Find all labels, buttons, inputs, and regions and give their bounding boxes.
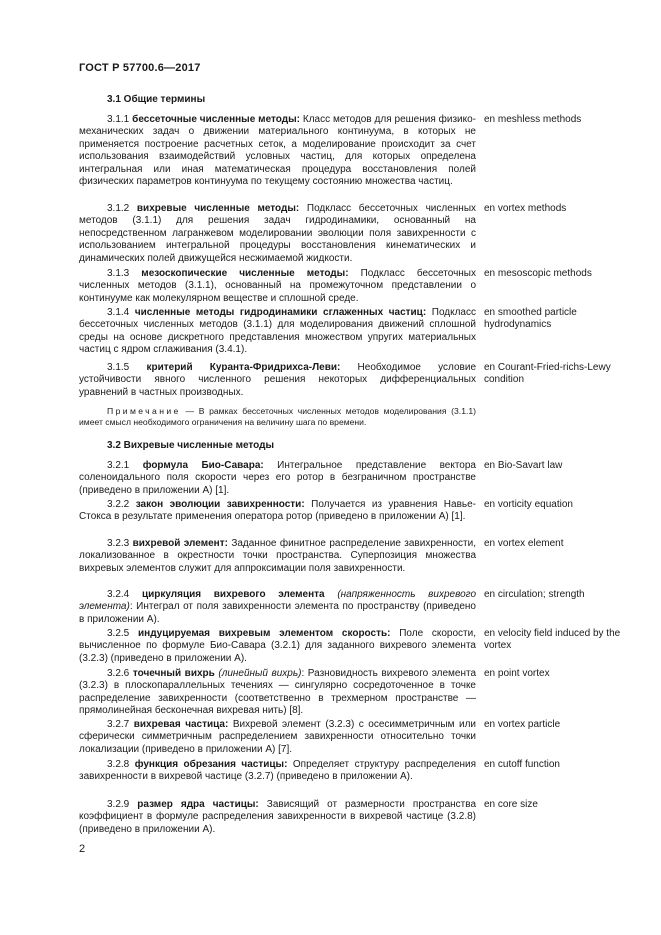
term-english: en circulation; strength (484, 589, 585, 600)
term-number: 3.1.4 (107, 307, 130, 318)
term-number: 3.1.1 (107, 114, 130, 125)
section-heading: 3.1 Общие термины (107, 94, 206, 105)
term-number: 3.1.3 (107, 268, 130, 279)
term-english: en vorticity equation (484, 499, 573, 510)
term-number: 3.2.2 (107, 499, 130, 510)
term-english: en mesoscopic methods (484, 268, 592, 279)
page-number: 2 (79, 843, 86, 855)
term-name: индуцируемая вихревым элементом скорость: (138, 628, 391, 639)
term-entry (79, 668, 476, 718)
term-number: 3.2.5 (107, 628, 130, 639)
term-definition: Получается из уравнения Навье-Стокса в результате применения оператора ротор (приведено в приложении А) [1]. (79, 499, 477, 523)
term-definition: Определяет структуру распределения завихренности в вихревой частице (3.2.7) (приведено в приложении А). (79, 759, 477, 783)
note (79, 406, 476, 428)
term-entry (79, 499, 476, 524)
term-definition: Подкласс бессеточных численных методов (3.1.1) для решения задач гидродинамики, основанный на непосредственном лагранжевом моделировании эволюции поля завихренности с использованием интегральной процедуры восстановления кинематических и динамических полей движущейся несжимаемой жидкости. (79, 203, 477, 264)
term-number: 3.1.5 (107, 362, 130, 373)
term-entry (79, 628, 476, 665)
term-definition: Интегральное представление вектора соленоидального поля скорости через его ротор в безграничном пространстве (приведено в приложении А) [1]. (79, 460, 476, 496)
term-number: 3.2.8 (107, 759, 130, 770)
term-name: точечный вихрь (132, 668, 215, 679)
term-definition: : Интеграл от поля завихренности элемента по пространству (приведено в приложении А). (79, 601, 476, 625)
term-english: en smoothed particle hydrodynamics (484, 307, 577, 331)
term-definition: Вихревой элемент (3.2.3) с осесимметричным или сферически симметричным распределением завихренности относительно точки локализации (приведено в приложении А) [7]. (79, 719, 476, 755)
term-name: мезоскопические численные методы: (141, 268, 349, 279)
term-name: численные методы гидродинамики сглаженных частиц: (134, 307, 427, 318)
term-definition: Зависящий от размерности пространства коэффициент в формуле распределения завихренности в вихревой частице (3.2.8) (приведено в приложении А). (79, 799, 477, 835)
term-number: 3.1.2 (107, 203, 130, 214)
term-name: формула Био-Савара: (142, 460, 264, 471)
term-name: циркуляция вихревого элемента (141, 589, 325, 600)
term-definition: Подкласс бессеточных численных методов (3.1.1), основанный на промежуточном представлении о континууме как молекулярном веществе и сплошной среде. (79, 268, 476, 304)
term-name: вихревой элемент: (132, 538, 228, 549)
note-label: Примечание (107, 406, 181, 416)
term-name: вихревая частица: (133, 719, 229, 730)
term-english: en Bio-Savart law (484, 460, 563, 471)
term-definition: : Разновидность вихревого элемента (3.2.3) в плоскопараллельных течениях — сингулярно сосредоточенное в точке распределение завихренности (соответственно в трехмерном пространстве — прямолинейная бесконечная вихревая нить) [8]. (79, 668, 477, 717)
term-entry (79, 203, 476, 265)
term-english: en cutoff function (484, 759, 560, 770)
term-number: 3.2.4 (107, 589, 130, 600)
section-heading: 3.2 Вихревые численные методы (107, 440, 275, 451)
term-name: вихревые численные методы: (136, 203, 300, 214)
term-definition: Подкласс бессеточных численных методов (3.1.1) для моделирования движений сплошной среды на основе дискретного представления множеством упругих материальных частиц с ядром сглаживания (3.4.1). (79, 307, 476, 356)
term-entry (79, 799, 476, 836)
term-entry (79, 362, 476, 399)
term-name: закон эволюции завихренности: (135, 499, 305, 510)
term-definition: Заданное финитное распределение завихренности, локализованное в окрестности точки пространства. Суперпозиция множества вихревых элементов служит для аппроксимации поля завихренности. (79, 538, 477, 574)
term-number: 3.2.6 (107, 668, 130, 679)
term-entry (79, 538, 476, 575)
term-name: размер ядра частицы: (137, 799, 259, 810)
term-entry (79, 589, 476, 626)
term-definition: Поле скорости, вычисленное по формуле Био-Савара (3.2.1) для заданного вихревого элемента (3.2.3) (приведено в приложении А). (79, 628, 476, 664)
term-english: en vortex particle (484, 719, 561, 730)
term-entry (79, 307, 476, 357)
term-english: en velocity field induced by the vortex (484, 628, 621, 652)
term-number: 3.2.7 (107, 719, 130, 730)
term-number: 3.2.1 (107, 460, 130, 471)
term-name: функция обрезания частицы: (134, 759, 288, 770)
term-definition: Необходимое условие устойчивости явного численного решения некоторых дифференциальных уравнений в частных производных. (79, 362, 477, 398)
term-entry (79, 114, 476, 188)
term-entry (79, 719, 476, 756)
term-english: en point vortex (484, 668, 550, 679)
document-header: ГОСТ Р 57700.6—2017 (79, 62, 201, 74)
term-entry (79, 268, 476, 305)
term-number: 3.2.3 (107, 538, 130, 549)
term-number: 3.2.9 (107, 799, 130, 810)
note-text: — В рамках бессеточных численных методов моделирования (3.1.1) имеет смысл необходимого ограничения на величину шага по времени. (79, 406, 477, 427)
term-name: критерий Куранта-Фридрихса-Леви: (146, 362, 341, 373)
term-english: en core size (484, 799, 538, 810)
term-synonym: (линейный вихрь) (218, 668, 302, 679)
term-synonym: (напряженность вихревого элемента) (79, 589, 477, 613)
term-entry (79, 759, 476, 784)
term-definition: Класс методов для решения физико-механических задач о движении материального континуума, в которых не применяется построение расчетных сеток, а моделирование происходит за счет использования взаимодействий условных частиц, для которых определена интегральная или иная математическая процедура восстановления полей физических параметров континуума по текущему состоянию множества частиц. (79, 114, 477, 188)
term-english: en meshless methods (484, 114, 582, 125)
term-name: бессеточные численные методы: (132, 114, 300, 125)
term-english: en vortex element (484, 538, 564, 549)
term-entry (79, 460, 476, 497)
term-english: en Courant-Fried-richs-Lewy condition (484, 362, 611, 386)
term-english: en vortex methods (484, 203, 567, 214)
